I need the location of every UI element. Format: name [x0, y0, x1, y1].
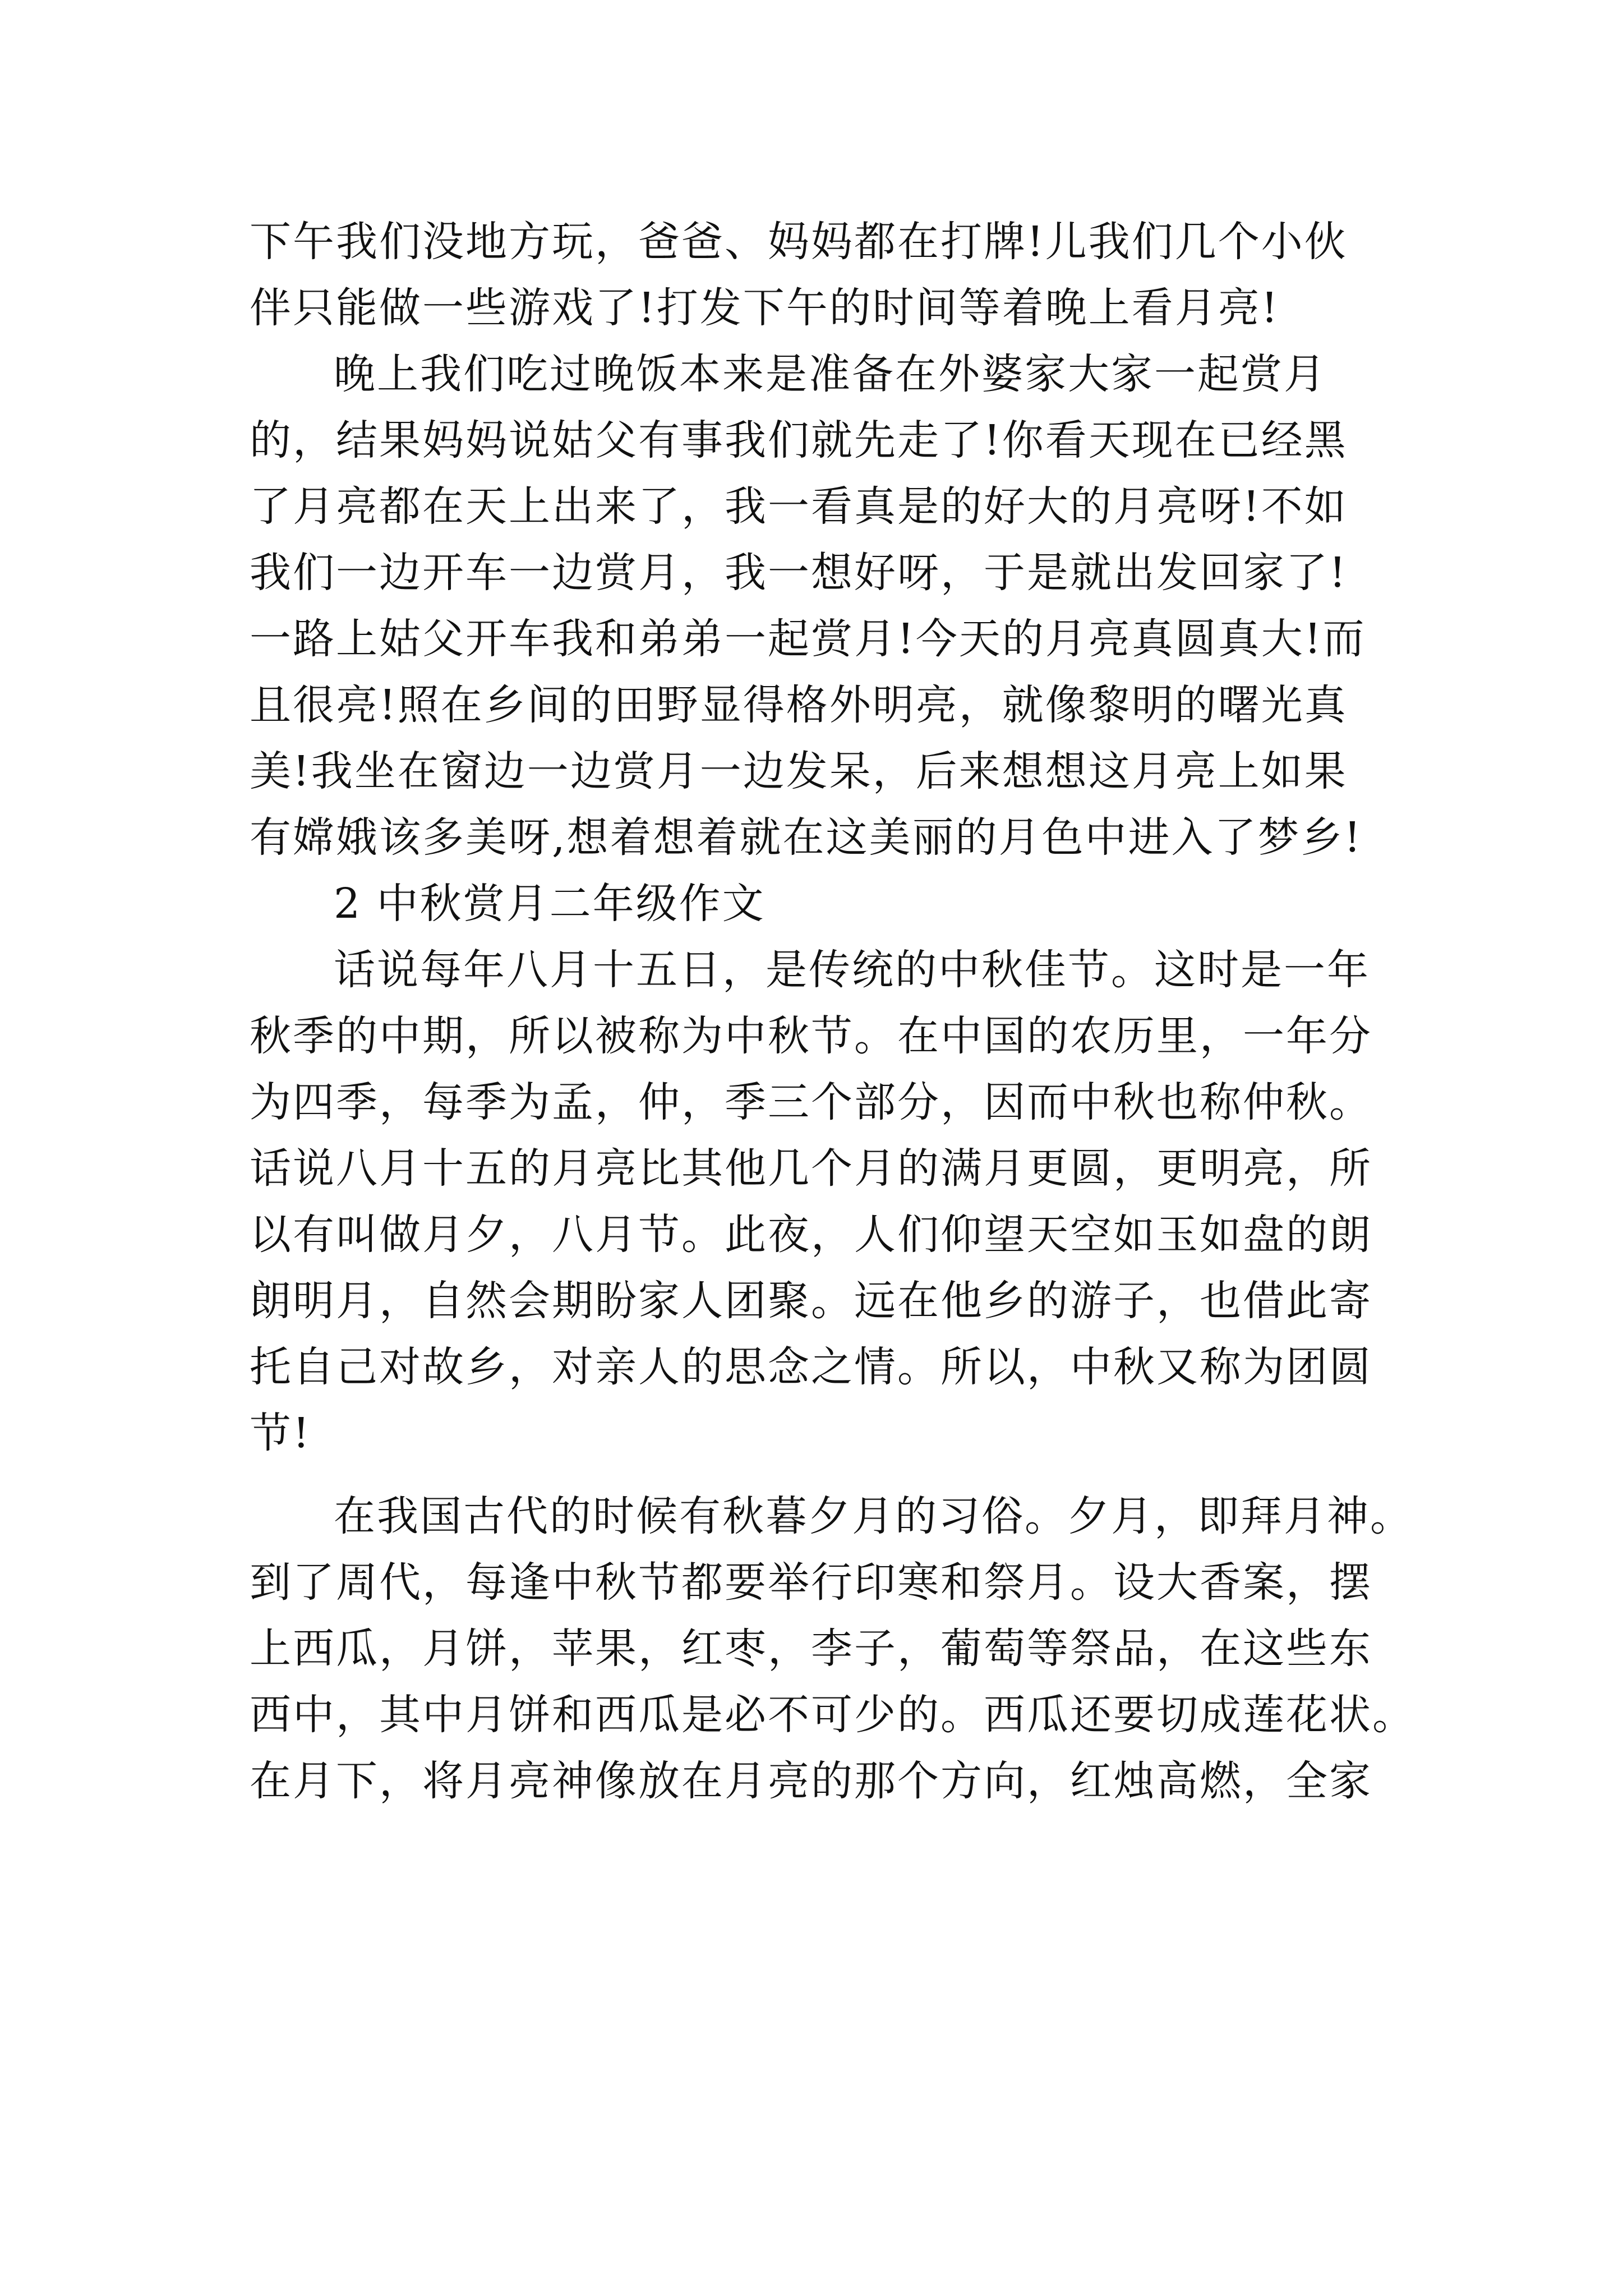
text-line: 一路上姑父开车我和弟弟一起赏月!今天的月亮真圆真大!而	[250, 615, 1366, 663]
text-line: 在月下，将月亮神像放在月亮的那个方向，红烛高燃，全家	[250, 1757, 1372, 1805]
text-line: 的，结果妈妈说姑父有事我们就先走了!你看天现在已经黑	[250, 416, 1348, 464]
text-line: 以有叫做月夕，八月节。此夜，人们仰望天空如玉如盘的朗	[250, 1211, 1372, 1259]
text-line: 下午我们没地方玩，爸爸、妈妈都在打牌!儿我们几个小伙	[250, 218, 1348, 266]
paragraph-start-line: 晚上我们吃过晚饭本来是准备在外婆家大家一起赏月	[334, 350, 1327, 398]
text-line: 为四季，每季为孟，仲，季三个部分，因而中秋也称仲秋。	[250, 1078, 1372, 1126]
paragraph-start-line: 在我国古代的时候有秋暮夕月的习俗。夕月，即拜月神。	[334, 1492, 1413, 1540]
text-line: 美!我坐在窗边一边赏月一边发呆，后来想想这月亮上如果	[250, 747, 1348, 795]
paragraph-start-line: 话说每年八月十五日，是传统的中秋佳节。这时是一年	[334, 946, 1370, 994]
text-line: 伴只能做一些游戏了!打发下午的时间等着晚上看月亮!	[250, 284, 1280, 332]
text-line: 且很亮!照在乡间的田野显得格外明亮，就像黎明的曙光真	[250, 681, 1348, 729]
text-line: 秋季的中期，所以被称为中秋节。在中国的农历里，一年分	[250, 1012, 1372, 1060]
text-line: 了月亮都在天上出来了，我一看真是的好大的月亮呀!不如	[250, 482, 1348, 531]
text-line: 上西瓜，月饼，苹果，红枣，李子，葡萄等祭品，在这些东	[250, 1625, 1372, 1673]
text-line: 我们一边开车一边赏月，我一想好呀，于是就出发回家了!	[250, 549, 1348, 597]
text-line: 到了周代，每逢中秋节都要举行印寒和祭月。设大香案，摆	[250, 1558, 1372, 1607]
section-heading: 2 中秋赏月二年级作文	[334, 880, 766, 928]
text-line: 节!	[250, 1409, 311, 1457]
text-line: 有嫦娥该多美呀,想着想着就在这美丽的月色中进入了梦乡!	[250, 813, 1363, 862]
text-line: 托自己对故乡，对亲人的思念之情。所以，中秋又称为团圆	[250, 1343, 1372, 1391]
document-body	[250, 209, 1415, 1814]
text-line: 朗明月，自然会期盼家人团聚。远在他乡的游子，也借此寄	[250, 1277, 1372, 1325]
text-line: 话说八月十五的月亮比其他几个月的满月更圆，更明亮，所	[250, 1144, 1372, 1193]
text-line: 西中，其中月饼和西瓜是必不可少的。西瓜还要切成莲花状。	[250, 1691, 1415, 1739]
